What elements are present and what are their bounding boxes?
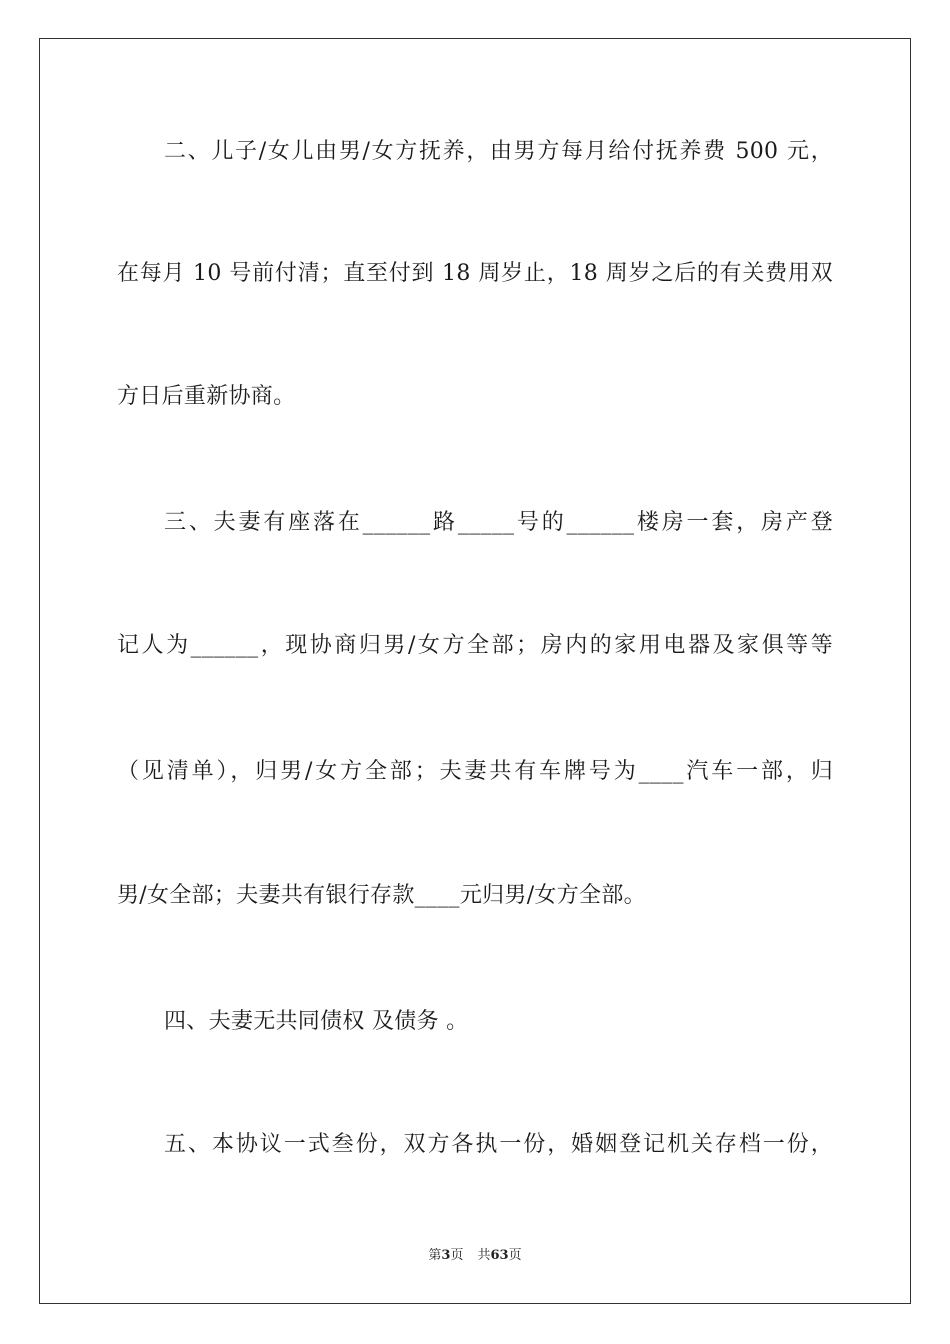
paragraph-line-3: 方日后重新协商。 xyxy=(117,384,296,409)
footer-page-prefix: 第 xyxy=(428,1248,442,1263)
paragraph-line-5: 记人为______，现协商归男/女方全部；房内的家用电器及家俱等等 xyxy=(117,633,833,658)
page-footer xyxy=(0,1246,950,1266)
footer-page-suffix: 页 xyxy=(450,1248,464,1263)
paragraph-line-2: 在每月 10 号前付清；直至付到 18 周岁止，18 周岁之后的有关费用双 xyxy=(117,261,833,286)
paragraph-line-7: 男/女全部；夫妻共有银行存款____元归男/女方全部。 xyxy=(117,883,646,908)
paragraph-line-8: 四、夫妻无共同债权 及债务 。 xyxy=(164,1009,469,1034)
paragraph-line-4: 三、夫妻有座落在______路_____号的______楼房一套，房产登 xyxy=(164,510,833,535)
paragraph-line-1: 二、儿子/女儿由男/女方抚养，由男方每月给付抚养费 500 元， xyxy=(164,139,833,164)
footer-page-number: 3 xyxy=(441,1248,451,1263)
footer-total-prefix: 共 xyxy=(477,1248,491,1263)
paragraph-line-9: 五、本协议一式叁份，双方各执一份，婚姻登记机关存档一份， xyxy=(164,1132,833,1157)
paragraph-line-6: （见清单），归男/女方全部；夫妻共有车牌号为____汽车一部，归 xyxy=(117,759,833,784)
page-border xyxy=(39,38,911,1304)
footer-total-pages: 63 xyxy=(490,1248,509,1263)
footer-total-suffix: 页 xyxy=(508,1248,522,1263)
